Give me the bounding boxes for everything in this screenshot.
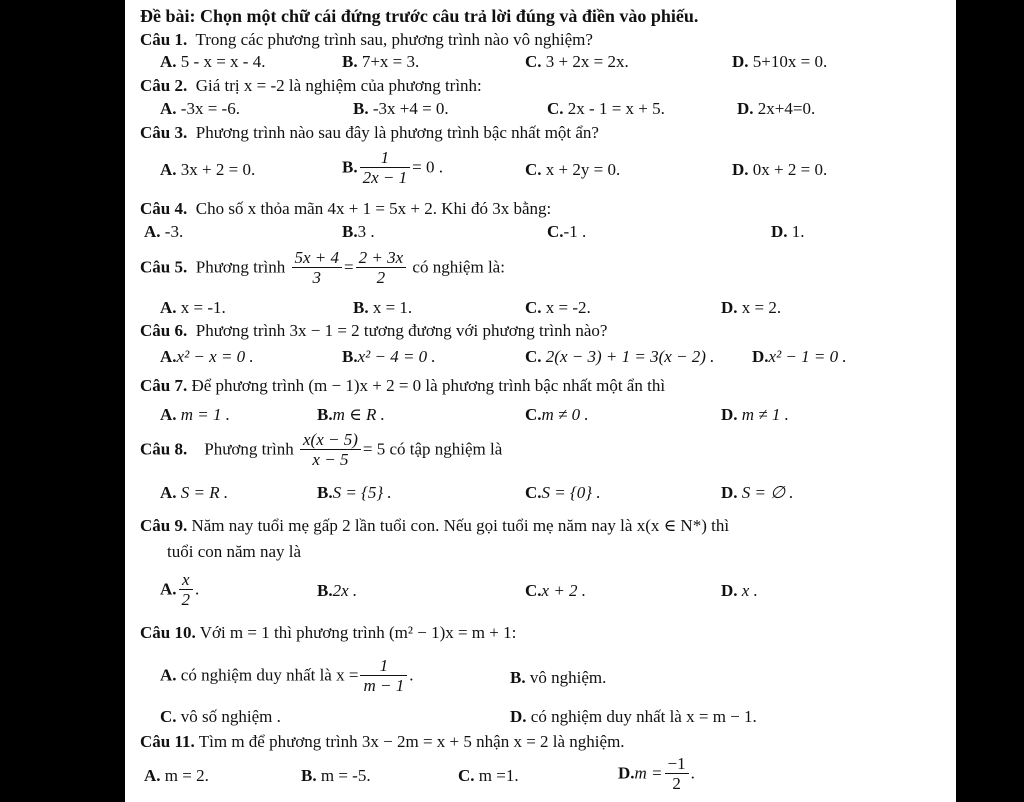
option-d[interactable]: D. S = ∅ . <box>721 483 794 502</box>
option-d[interactable]: D. x = 2. <box>721 298 782 317</box>
option-c[interactable]: C.m ≠ 0 . <box>525 405 589 424</box>
option-b[interactable]: B.x² − 4 = 0 . <box>342 347 436 366</box>
question-5: Câu 5. Phương trình $\frac{5x + 4}{3}$ = $\frac{2 + 3x}{2}$ có nghiệm là: <box>140 248 505 287</box>
option-d[interactable]: D. x . <box>721 581 758 600</box>
option-a[interactable]: A. -3. <box>144 222 184 241</box>
option-c[interactable]: C. m =1. <box>458 766 519 785</box>
question-3: Câu 3. Phương trình nào sau đây là phương trình bậc nhất một ẩn? <box>140 123 599 142</box>
fraction: $\frac{1}{2x - 1}$ <box>360 148 411 187</box>
option-c[interactable]: C. 3 + 2x = 2x. <box>525 52 629 71</box>
option-d[interactable]: D. có nghiệm duy nhất là x = m − 1. <box>510 707 757 726</box>
question-8: Câu 8. Phương trình $\frac{x(x - 5)}{x - 5}$ = 5 có tập nghiệm là <box>140 430 503 469</box>
option-b[interactable]: B. $\frac{1}{2x - 1}$ = 0 . <box>342 148 443 187</box>
option-a[interactable]: A. S = R . <box>160 483 229 502</box>
option-b[interactable]: B. -3x +4 = 0. <box>353 99 449 118</box>
option-a[interactable]: A. -3x = -6. <box>160 99 240 118</box>
option-b[interactable]: B. 7+x = 3. <box>342 52 420 71</box>
option-a[interactable]: A. 5 - x = x - 4. <box>160 52 266 71</box>
question-text: Trong các phương trình sau, phương trình nào vô nghiệm? <box>195 30 593 49</box>
option-d[interactable]: D.m = $\frac{-1}{2}$ . <box>618 754 695 793</box>
question-1 <box>140 30 593 50</box>
option-a[interactable]: A.x² − x = 0 . <box>160 347 254 366</box>
worksheet-title: Đề bài: Chọn một chữ cái đứng trước câu trả lời đúng và điền vào phiếu. <box>140 6 699 26</box>
option-d[interactable]: D. m ≠ 1 . <box>721 405 789 424</box>
option-b[interactable]: B.S = {5} . <box>317 483 392 502</box>
option-a[interactable]: A. x = -1. <box>160 298 226 317</box>
option-c[interactable]: C.-1 . <box>547 222 587 241</box>
option-c[interactable]: C.S = {0} . <box>525 483 601 502</box>
worksheet-page <box>125 0 956 802</box>
question-label: Câu 1. <box>140 30 188 49</box>
option-b[interactable]: B. m = -5. <box>301 766 371 785</box>
question-9-line-2: tuổi con năm nay là <box>167 542 302 561</box>
fraction-right: $\frac{2 + 3x}{2}$ <box>356 248 407 287</box>
question-2: Câu 2. Giá trị x = -2 là nghiệm của phương trình: <box>140 76 482 95</box>
option-d[interactable]: D.x² − 1 = 0 . <box>752 347 847 366</box>
option-b[interactable]: B.3 . <box>342 222 375 241</box>
question-7: Câu 7. Để phương trình (m − 1)x + 2 = 0 là phương trình bậc nhất một ẩn thì <box>140 376 666 395</box>
option-b[interactable]: B. vô nghiệm. <box>510 668 607 687</box>
option-a[interactable]: A. 3x + 2 = 0. <box>160 160 256 179</box>
option-c[interactable]: C. 2(x − 3) + 1 = 3(x − 2) . <box>525 347 715 366</box>
option-a[interactable]: A. m = 2. <box>144 766 209 785</box>
option-d[interactable]: D. 1. <box>771 222 805 241</box>
option-b[interactable]: B.2x . <box>317 581 358 600</box>
option-d[interactable]: D. 0x + 2 = 0. <box>732 160 828 179</box>
option-c[interactable]: C.x + 2 . <box>525 581 587 600</box>
option-a[interactable]: A. có nghiệm duy nhất là x = $\frac{1}{m - 1}$ . <box>160 656 414 695</box>
option-b[interactable]: B. x = 1. <box>353 298 413 317</box>
option-b[interactable]: B.m ∈ R . <box>317 405 385 424</box>
question-10: Câu 10. Với m = 1 thì phương trình (m² − 1)x = m + 1: <box>140 623 517 642</box>
fraction: $\frac{x(x - 5)}{x - 5}$ <box>300 430 361 469</box>
option-c[interactable]: C. x + 2y = 0. <box>525 160 621 179</box>
option-a[interactable]: A. $\frac{x}{2}$ . <box>160 570 200 609</box>
question-6: Câu 6. Phương trình 3x − 1 = 2 tương đương với phương trình nào? <box>140 321 608 340</box>
option-d[interactable]: D. 5+10x = 0. <box>732 52 828 71</box>
option-c[interactable]: C. vô số nghiệm . <box>160 707 281 726</box>
option-c[interactable]: C. 2x - 1 = x + 5. <box>547 99 665 118</box>
option-a[interactable]: A. m = 1 . <box>160 405 231 424</box>
fraction-left: $\frac{5x + 4}{3}$ <box>292 248 343 287</box>
option-d[interactable]: D. 2x+4=0. <box>737 99 816 118</box>
question-11: Câu 11. Tìm m để phương trình 3x − 2m = x + 5 nhận x = 2 là nghiệm. <box>140 732 625 751</box>
question-9: Câu 9. Năm nay tuổi mẹ gấp 2 lần tuổi con. Nếu gọi tuổi mẹ năm nay là x(x ∈ N*) thì <box>140 516 730 535</box>
question-4: Câu 4. Cho số x thỏa mãn 4x + 1 = 5x + 2. Khi đó 3x bằng: <box>140 199 552 218</box>
option-c[interactable]: C. x = -2. <box>525 298 591 317</box>
